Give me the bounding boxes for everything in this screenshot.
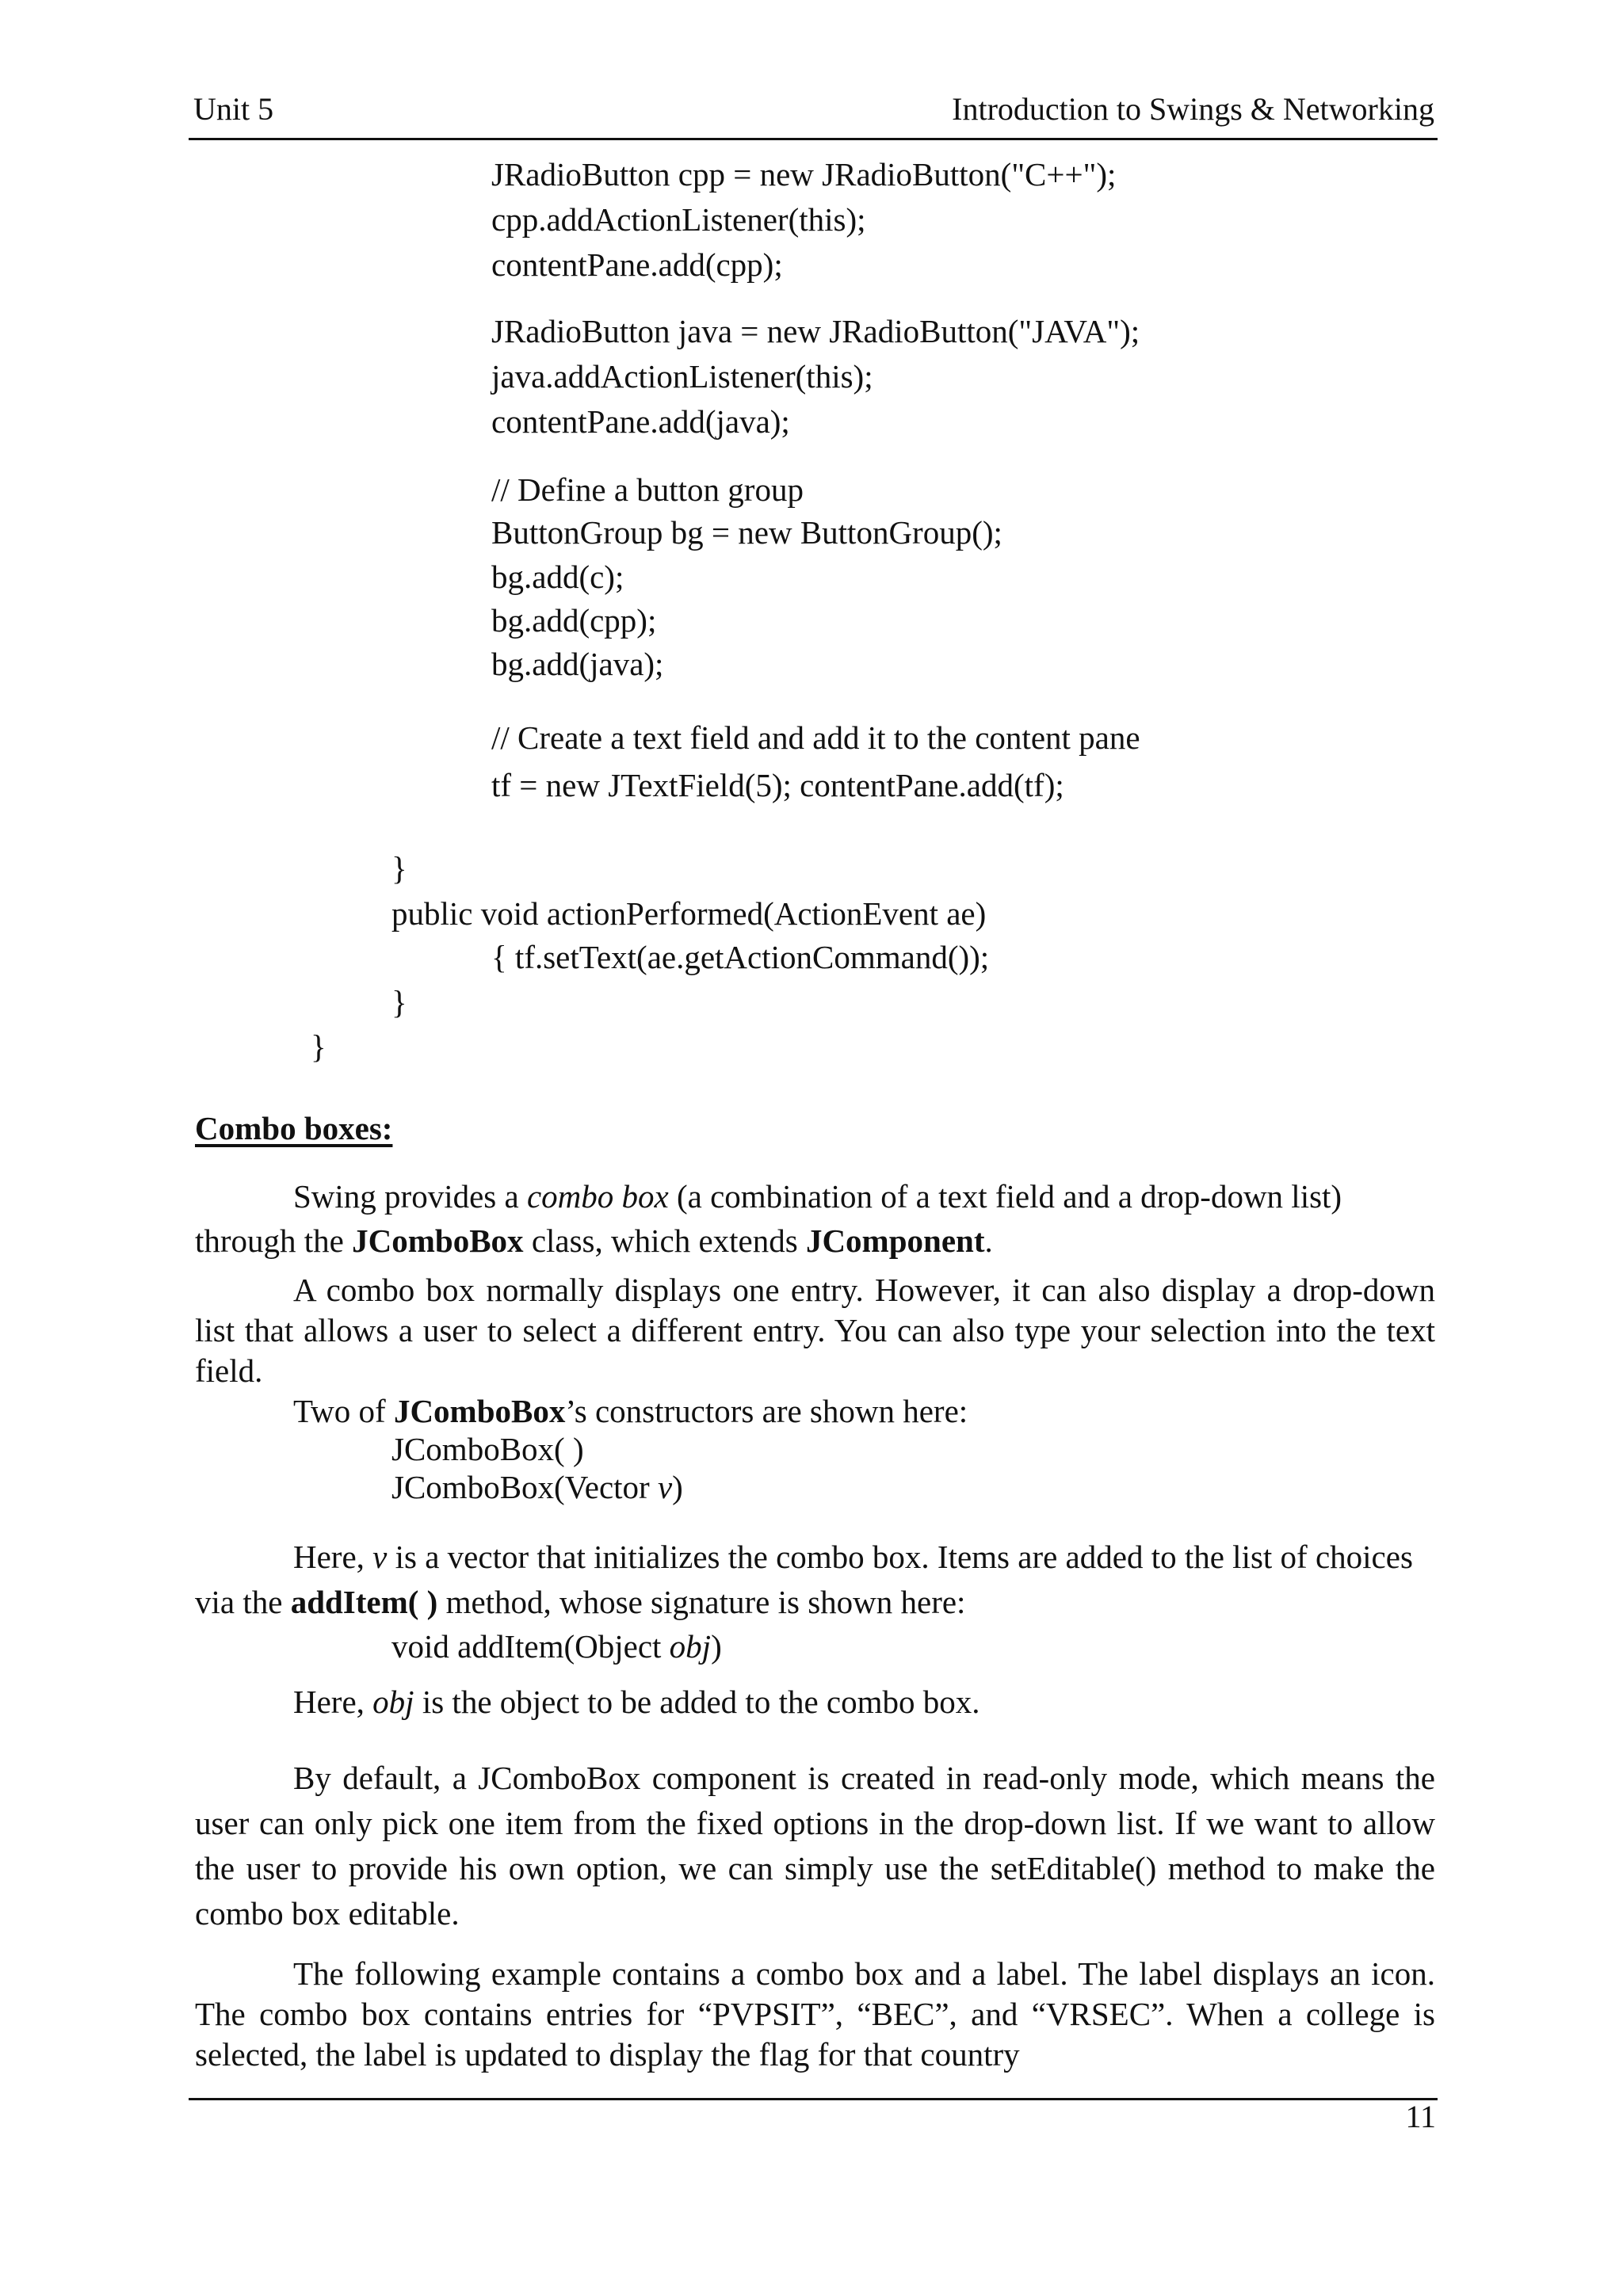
italic-term: combo box	[526, 1178, 669, 1215]
paragraph: By default, a JComboBox component is created in read-only mode, which means the user can only pick one item from the fixed options in the drop-down list. If we want to allow the user to provide his own option, we can simply use the setEditable() method to make the combo box editable.	[195, 1760, 1435, 1932]
bold-term: JComponent	[805, 1222, 985, 1259]
code-line: tf = new JTextField(5); contentPane.add(tf);	[491, 767, 1064, 803]
paragraph: Two of JComboBox’s constructors are shown here:	[293, 1393, 968, 1429]
constructor-signature: JComboBox(Vector v)	[391, 1469, 683, 1505]
bold-term: JComboBox	[393, 1393, 566, 1429]
code-line: cpp.addActionListener(this);	[491, 201, 866, 238]
code-line: bg.add(c);	[491, 559, 624, 595]
method-signature: void addItem(Object obj)	[391, 1628, 722, 1665]
code-line: ButtonGroup bg = new ButtonGroup();	[491, 514, 1002, 551]
page-number: 11	[1405, 2099, 1436, 2134]
bold-term: JComboBox	[352, 1222, 524, 1259]
paragraph: Swing provides a combo box (a combination of a text field and a drop-down list) through the JComboBox class, which extends JComponent.	[195, 1178, 1342, 1259]
code-line: java.addActionListener(this);	[491, 358, 873, 395]
code-line: contentPane.add(cpp);	[491, 246, 783, 283]
section-heading: Combo boxes:	[195, 1110, 393, 1146]
code-line: bg.add(java);	[491, 646, 664, 682]
code-comment: // Define a button group	[491, 471, 804, 508]
header-rule	[189, 138, 1438, 140]
bold-term: addItem( )	[290, 1584, 438, 1620]
header-title: Introduction to Swings & Networking	[952, 91, 1434, 127]
constructor-signature: JComboBox( )	[391, 1431, 584, 1467]
code-comment: // Create a text field and add it to the content pane	[491, 719, 1140, 756]
code-line: { tf.setText(ae.getActionCommand());	[491, 939, 990, 975]
paragraph: Here, v is a vector that initializes the combo box. Items are added to the list of choices via the addItem( ) method, whose signature is shown here:	[195, 1539, 1413, 1620]
footer-rule	[189, 2098, 1438, 2100]
code-brace: }	[311, 1028, 327, 1065]
code-line: JRadioButton java = new JRadioButton("JAVA");	[491, 313, 1140, 349]
code-brace: }	[391, 850, 407, 887]
code-brace: }	[391, 984, 407, 1020]
header-unit: Unit 5	[193, 91, 274, 127]
code-line: bg.add(cpp);	[491, 602, 657, 639]
code-line: public void actionPerformed(ActionEvent ae)	[391, 895, 987, 932]
code-line: JRadioButton cpp = new JRadioButton("C++");	[491, 156, 1117, 193]
paragraph: Here, obj is the object to be added to the combo box.	[293, 1684, 980, 1720]
paragraph: A combo box normally displays one entry. However, it can also display a drop-down list that allows a user to select a different entry. You can also type your selection into the text field.	[195, 1272, 1435, 1389]
code-line: contentPane.add(java);	[491, 403, 790, 440]
paragraph: The following example contains a combo box and a label. The label displays an icon. The combo box contains entries for “PVPSIT”, “BEC”, and “VRSEC”. When a college is selected, the label is updated to display the flag for that country	[195, 1955, 1435, 2073]
